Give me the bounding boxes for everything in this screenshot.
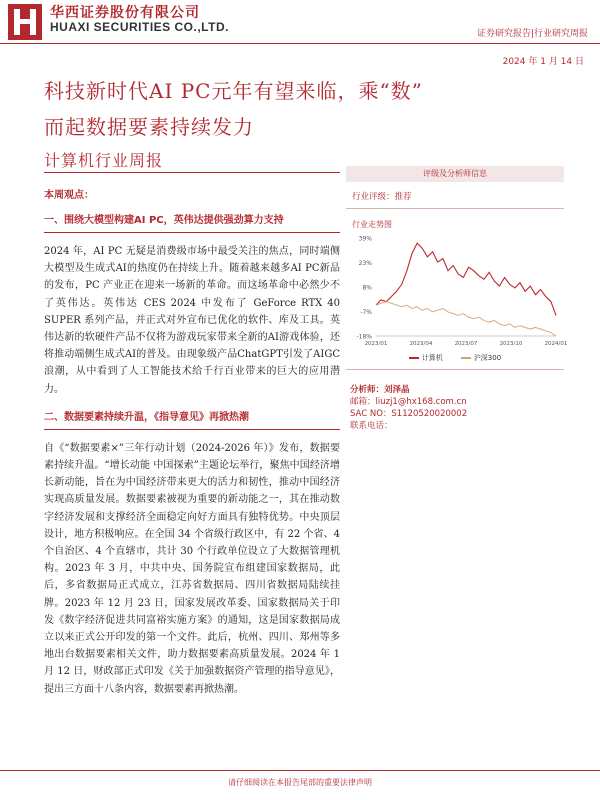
sidebar [346,166,568,432]
legend-label-computer: 计算机 [421,354,443,362]
analyst-sac: SAC NO：S1120520020002 [350,409,468,419]
footer-divider [0,770,600,771]
industry-rating: 行业评级：推荐 [352,192,412,202]
footer-disclaimer: 请仔细阅读在本报告尾部的重要法律声明 [228,778,372,787]
x-tick-label: 2023/04 [409,341,433,347]
header-divider [0,43,600,44]
analyst-name: 分析师：刘泽晶 [350,385,410,395]
y-tick-label: -7% [360,309,372,316]
main-content [44,184,340,698]
report-title [44,73,564,145]
y-tick-label: 23% [358,260,372,267]
section1-divider [44,232,340,233]
analyst-email: 邮箱：liuzj1@hx168.com.cn [350,397,467,407]
sidebar-divider [346,208,564,209]
section2-divider [44,429,340,430]
company-name-en: HUAXI SECURITIES CO.,LTD. [50,20,229,34]
x-tick-label: 2023/01 [364,341,388,347]
report-title-line1: 科技新时代AI PC元年有望来临，乘“数” [44,79,423,103]
page-header [0,0,600,52]
report-date: 2024 年 1 月 14 日 [502,57,584,67]
report-title-line2: 而起数据要素持续发力 [44,115,254,139]
analyst-phone: 联系电话： [350,421,393,431]
x-tick-label: 2023/07 [454,341,478,347]
trend-chart-svg [346,232,568,352]
section2-heading: 二、数据要素持续升温，《指导意见》再掀热潮 [44,411,249,423]
section-label: 本周观点： [44,190,94,201]
series-line-computer [376,243,556,315]
sidebar-divider-2 [346,369,564,370]
legend-item-hs300 [461,353,501,363]
legend-item-computer [409,353,443,363]
industry-label: 计算机行业周报 [44,151,164,170]
report-type-tag: 证券研究报告|行业研究周报 [476,29,588,39]
chart-legend [346,353,564,363]
legend-label-hs300: 沪深300 [473,354,502,362]
x-tick-label: 2023/10 [499,341,523,347]
section1-heading: 一、围绕大模型构建AI PC，英伟达提供强劲算力支持 [44,215,284,226]
trend-chart [346,232,568,352]
section1-paragraph: 2024 年，AI PC 无疑是消费级市场中最受关注的焦点，同时端侧大模型及生成式AI的热度仍在持续上升。随着越来越多AI PC新品的发布，PC 产业正在迎来一场新的革命。而这场革命中必然少不了英伟达。英伟达 CES 2024 中发布了 GeForce RTX 40 SUPER 系列产品，并正式对外宣布已优化的软件、库及工具。英伟达新的软硬件产品不仅将为游戏玩家带来全新的AI游戏体验，还将推动端侧生成式AI的普及。由现象级产品ChatGPT引发了AIGC浪潮，从中看到了人工智能技术给千行百业带来的巨大的应用潜力。 [44,246,340,395]
x-tick-label: 2024/01 [544,341,568,347]
trend-chart-label: 行业走势图 [352,220,392,229]
section2-paragraph: 自《“数据要素×”三年行动计划（2024-2026 年）》发布，数据要素持续升温。“增长动能 中国探索”主题论坛举行，聚焦中国经济增长新动能，旨在为中国经济带来更大的活力和韧性，推动中国经济实现高质量发展。数据要素被视为重要的新动能之一，其在推动数字经济发展和支撑经济全面稳定向好方面具有独特优势。中央顶层设计，地方积极响应。在全国 34 个省级行政区中，有 22 个省、4 个自治区、4 个直辖市，共计 30 个行政单位设立了大数据管理机构。2023 年 3 月，中共中央、国务院宣布组建国家数据局，此后，多省数据局正式成立，江苏省数据局、四川省数据局陆续挂牌。2023 年 12 月 23 日，国家发展改革委、国家数据局关于印发《数字经济促进共同富裕实施方案》的通知，这是国家数据局成立以来正式公开印发的第一个文件。此后，杭州、四川、郑州等多地出台数据要素相关文件，助力数据要素高质量发展。2024 年 1 月 12 日，财政部正式印发《关于加强数据资产管理的指导意见》，提出三方面十八条内容，数据要素再掀热潮。 [44,442,340,695]
y-tick-label: 8% [362,284,372,292]
y-tick-label: 39% [358,235,372,243]
company-name-cn: 华西证券股份有限公司 [50,5,200,21]
huaxi-logo-icon [8,4,42,40]
sidebar-box-title: 评级及分析师信息 [346,166,564,182]
y-tick-label: -18% [356,333,372,341]
industry-divider [44,172,340,173]
analyst-info [346,384,564,432]
series-line-hs300 [376,302,556,336]
